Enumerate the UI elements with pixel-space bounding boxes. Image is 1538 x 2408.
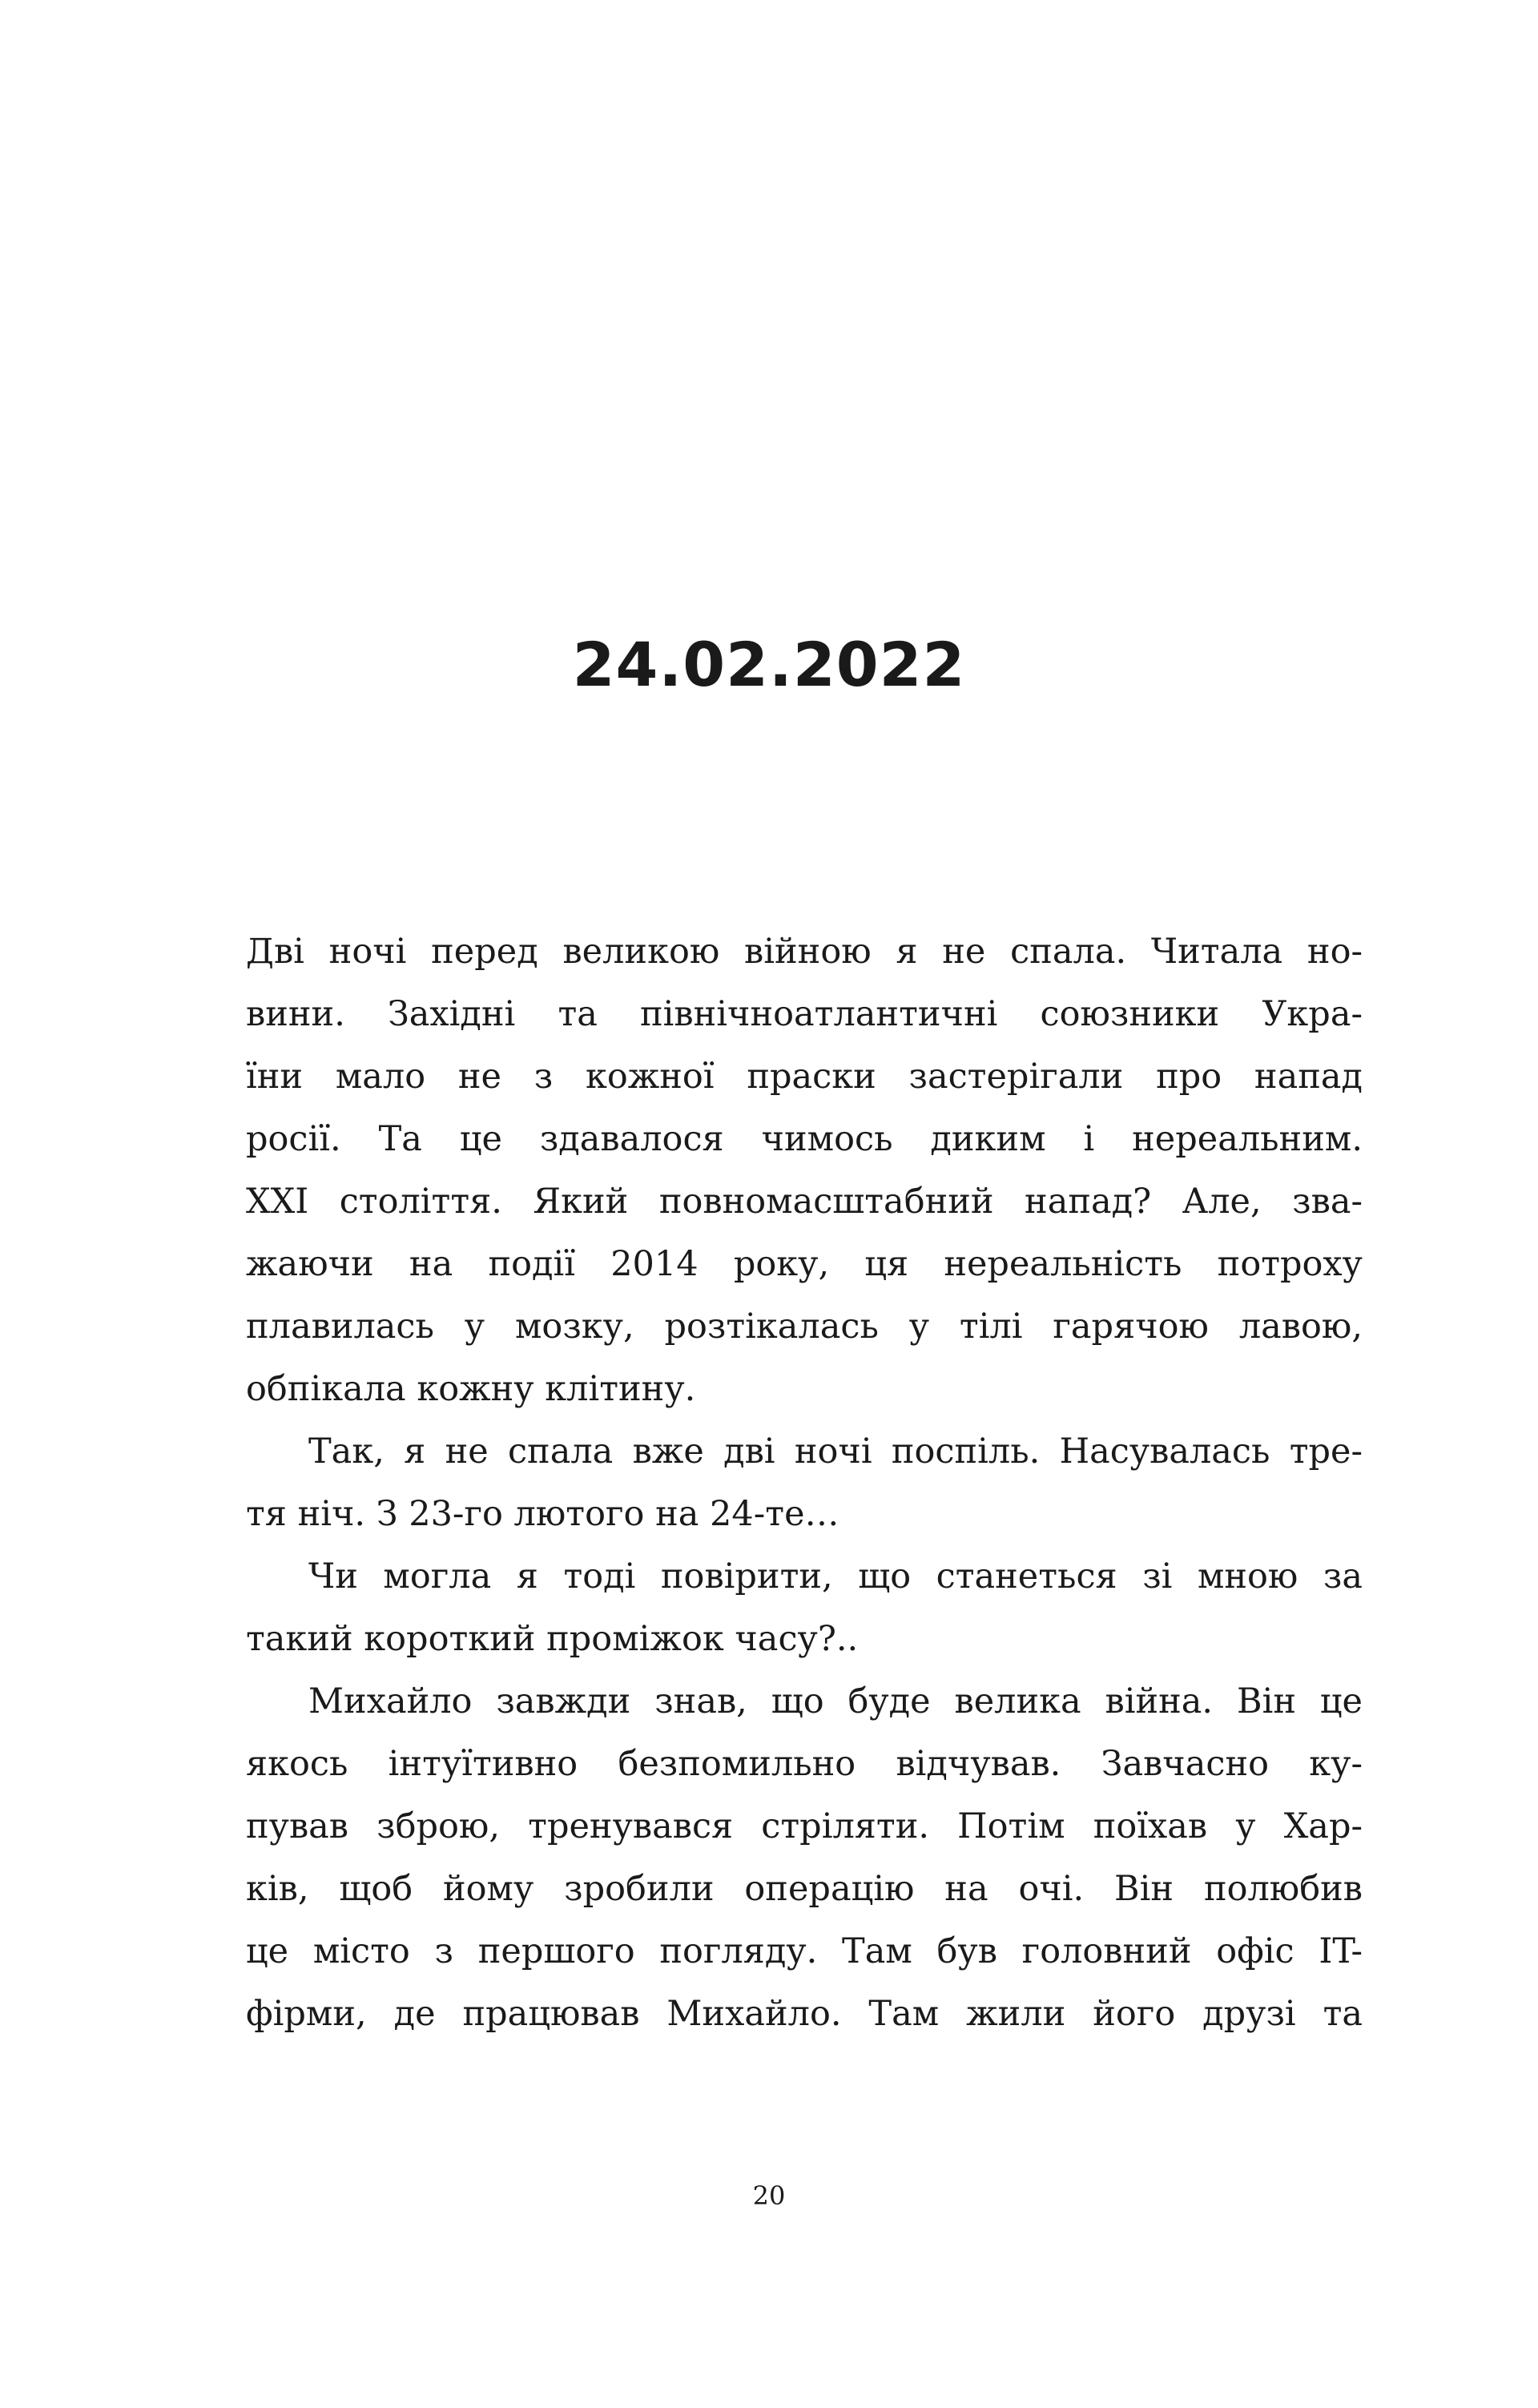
text-line: їни мало не з кожної праски застерігали про напад [246, 1057, 1363, 1097]
text-line: Так, я не спала вже дві ночі поспіль. Насувалась тре- [308, 1432, 1363, 1472]
text-line: росії. Та це здавалося чимось диким і нереальним. [246, 1119, 1363, 1159]
text-line: Чи могла я тоді повірити, що станеться зі мною за [308, 1556, 1363, 1597]
text-line: тя ніч. З 23-го лютого на 24-те… [246, 1494, 839, 1534]
text-line: обпікала кожну клітину. [246, 1369, 696, 1409]
page-number: 20 [752, 2180, 786, 2211]
text-line: такий короткий проміжок часу?.. [246, 1619, 859, 1659]
text-line: це місто з першого погляду. Там був головний офіс IT- [246, 1931, 1363, 1971]
text-line: фірми, де працював Михайло. Там жили його друзі та [246, 1994, 1363, 2034]
text-line: Дві ночі перед великою війною я не спала. Читала но- [246, 932, 1363, 972]
text-line: якось інтуїтивно безпомильно відчував. Завчасно ку- [246, 1744, 1363, 1784]
text-line: XXI століття. Який повномасштабний напад? Але, зва- [246, 1182, 1363, 1222]
text-line: пував зброю, тренувався стріляти. Потім поїхав у Хар- [246, 1806, 1363, 1846]
text-line: плавилась у мозку, розтікалась у тілі гарячою лавою, [246, 1307, 1363, 1347]
text-line: жаючи на події 2014 року, ця нереальність потроху [246, 1244, 1363, 1284]
text-line: вини. Західні та північноатлантичні союзники Укра- [246, 994, 1363, 1034]
chapter-title: 24.02.2022 [572, 629, 966, 700]
text-line: Михайло завжди знав, що буде велика війна. Він це [308, 1681, 1363, 1721]
text-line: ків, щоб йому зробили операцію на очі. Він полюбив [246, 1869, 1363, 1909]
body-text [246, 920, 1363, 2045]
